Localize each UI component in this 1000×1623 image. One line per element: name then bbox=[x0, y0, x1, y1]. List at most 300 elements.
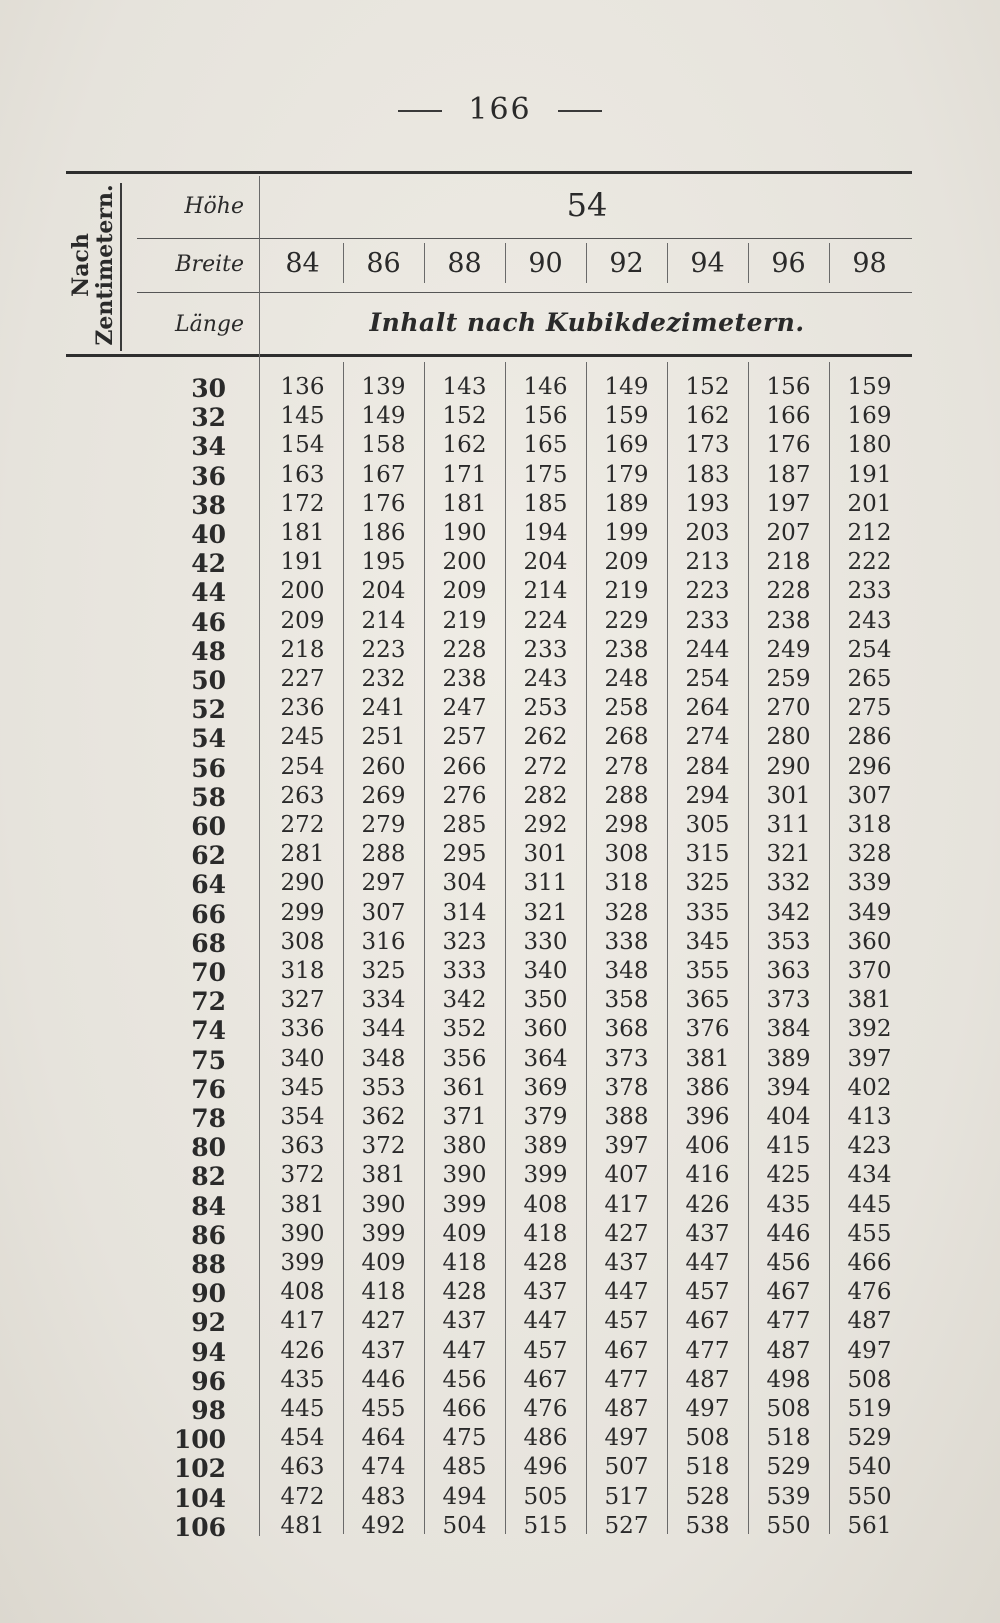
volume-cell: 348 bbox=[361, 1045, 406, 1072]
volume-cell: 362 bbox=[361, 1104, 406, 1130]
laenge-value: 80 bbox=[191, 1133, 226, 1163]
volume-cell: 399 bbox=[442, 1191, 487, 1218]
breite-label: Breite bbox=[175, 252, 244, 277]
laenge-value: 78 bbox=[191, 1104, 226, 1133]
laenge-value: 58 bbox=[191, 782, 226, 812]
volume-cell: 244 bbox=[685, 636, 730, 663]
volume-cell: 464 bbox=[361, 1425, 406, 1452]
volume-cell: 408 bbox=[523, 1191, 568, 1218]
table-row bbox=[0, 432, 1000, 461]
volume-cell: 204 bbox=[523, 549, 568, 576]
volume-cell: 477 bbox=[685, 1337, 730, 1364]
volume-cell: 321 bbox=[766, 841, 811, 868]
volume-cell: 158 bbox=[361, 432, 406, 459]
volume-cell: 222 bbox=[847, 549, 892, 576]
side-label-text bbox=[69, 184, 117, 345]
volume-cell: 515 bbox=[523, 1512, 568, 1539]
volume-cell: 212 bbox=[847, 520, 892, 546]
volume-cell: 281 bbox=[280, 841, 325, 868]
table-row bbox=[0, 549, 1000, 578]
volume-cell: 384 bbox=[766, 1016, 811, 1043]
volume-cell: 159 bbox=[847, 374, 892, 400]
volume-cell: 136 bbox=[280, 374, 325, 400]
volume-cell: 278 bbox=[604, 753, 649, 780]
volume-cell: 179 bbox=[604, 461, 649, 488]
volume-cell: 529 bbox=[766, 1454, 811, 1481]
volume-cell: 481 bbox=[280, 1512, 325, 1539]
volume-cell: 301 bbox=[523, 841, 568, 868]
volume-cell: 270 bbox=[766, 695, 811, 722]
laenge-value: 90 bbox=[191, 1279, 226, 1309]
volume-cell: 409 bbox=[361, 1250, 406, 1276]
volume-cell: 475 bbox=[442, 1425, 487, 1452]
laenge-value: 40 bbox=[191, 520, 226, 549]
volume-cell: 417 bbox=[604, 1191, 649, 1218]
volume-cell: 204 bbox=[361, 578, 406, 605]
volume-cell: 472 bbox=[280, 1483, 325, 1510]
volume-cell: 233 bbox=[685, 607, 730, 634]
volume-cell: 394 bbox=[766, 1074, 811, 1101]
laenge-value: 98 bbox=[191, 1396, 226, 1425]
volume-cell: 318 bbox=[604, 870, 649, 897]
volume-cell: 504 bbox=[442, 1512, 487, 1539]
volume-cell: 301 bbox=[766, 782, 811, 809]
volume-cell: 266 bbox=[442, 753, 487, 780]
volume-cell: 238 bbox=[442, 666, 487, 692]
volume-cell: 477 bbox=[766, 1308, 811, 1335]
volume-cell: 380 bbox=[442, 1133, 487, 1160]
volume-cell: 415 bbox=[766, 1133, 811, 1160]
volume-cell: 162 bbox=[685, 403, 730, 430]
volume-cell: 358 bbox=[604, 987, 649, 1014]
breite-value: 94 bbox=[690, 248, 725, 279]
volume-cell: 296 bbox=[847, 753, 892, 780]
volume-cell: 467 bbox=[766, 1279, 811, 1306]
volume-cell: 243 bbox=[847, 607, 892, 634]
volume-cell: 388 bbox=[604, 1104, 649, 1130]
volume-cell: 286 bbox=[847, 724, 892, 751]
volume-cell: 268 bbox=[604, 724, 649, 751]
volume-cell: 508 bbox=[766, 1396, 811, 1422]
volume-cell: 368 bbox=[604, 1016, 649, 1043]
volume-cell: 262 bbox=[523, 724, 568, 751]
table-row bbox=[0, 1133, 1000, 1162]
table-row bbox=[0, 403, 1000, 432]
volume-cell: 417 bbox=[280, 1308, 325, 1335]
volume-cell: 457 bbox=[604, 1308, 649, 1335]
volume-cell: 180 bbox=[847, 432, 892, 459]
laenge-value: 76 bbox=[191, 1074, 226, 1104]
volume-cell: 340 bbox=[523, 958, 568, 984]
volume-cell: 517 bbox=[604, 1483, 649, 1510]
volume-cell: 447 bbox=[685, 1250, 730, 1276]
volume-cell: 146 bbox=[523, 374, 568, 400]
volume-cell: 290 bbox=[766, 753, 811, 780]
volume-cell: 365 bbox=[685, 987, 730, 1014]
volume-cell: 381 bbox=[280, 1191, 325, 1218]
volume-cell: 224 bbox=[523, 607, 568, 634]
volume-cell: 427 bbox=[361, 1308, 406, 1335]
laenge-value: 88 bbox=[191, 1250, 226, 1279]
volume-cell: 241 bbox=[361, 695, 406, 722]
volume-cell: 203 bbox=[685, 520, 730, 546]
volume-cell: 496 bbox=[523, 1454, 568, 1481]
volume-cell: 318 bbox=[847, 812, 892, 838]
volume-cell: 219 bbox=[442, 607, 487, 634]
volume-cell: 483 bbox=[361, 1483, 406, 1510]
laenge-value: 70 bbox=[191, 958, 226, 987]
volume-cell: 318 bbox=[280, 958, 325, 984]
laenge-value: 94 bbox=[191, 1337, 226, 1367]
volume-cell: 390 bbox=[280, 1220, 325, 1247]
volume-cell: 335 bbox=[685, 899, 730, 926]
volume-cell: 345 bbox=[280, 1074, 325, 1101]
volume-cell: 325 bbox=[685, 870, 730, 897]
volume-cell: 538 bbox=[685, 1512, 730, 1539]
laenge-value: 102 bbox=[173, 1454, 226, 1484]
table-row bbox=[0, 491, 1000, 520]
table-row bbox=[0, 374, 1000, 403]
side-label-line-1: Nach bbox=[68, 233, 94, 297]
table-row bbox=[0, 695, 1000, 724]
volume-cell: 181 bbox=[280, 520, 325, 546]
volume-cell: 288 bbox=[361, 841, 406, 868]
volume-cell: 518 bbox=[766, 1425, 811, 1452]
breite-value: 92 bbox=[609, 248, 644, 279]
volume-cell: 476 bbox=[523, 1396, 568, 1422]
volume-cell: 456 bbox=[766, 1250, 811, 1276]
volume-cell: 349 bbox=[847, 899, 892, 926]
volume-cell: 308 bbox=[280, 928, 325, 955]
laenge-value: 46 bbox=[191, 607, 226, 637]
laenge-value: 82 bbox=[191, 1162, 226, 1192]
volume-cell: 274 bbox=[685, 724, 730, 751]
table-row bbox=[0, 841, 1000, 870]
volume-cell: 370 bbox=[847, 958, 892, 984]
page-number-line bbox=[0, 92, 1000, 127]
volume-cell: 139 bbox=[361, 374, 406, 400]
table-row bbox=[0, 987, 1000, 1016]
volume-cell: 425 bbox=[766, 1162, 811, 1189]
volume-cell: 173 bbox=[685, 432, 730, 459]
volume-cell: 360 bbox=[847, 928, 892, 955]
breite-divider bbox=[343, 243, 344, 283]
volume-cell: 390 bbox=[361, 1191, 406, 1218]
volume-cell: 238 bbox=[766, 607, 811, 634]
table-row bbox=[0, 1425, 1000, 1454]
volume-cell: 228 bbox=[766, 578, 811, 605]
volume-cell: 373 bbox=[766, 987, 811, 1014]
volume-cell: 364 bbox=[523, 1045, 568, 1072]
side-label-line-2: Zentimetern. bbox=[92, 184, 118, 346]
volume-cell: 338 bbox=[604, 928, 649, 955]
breite-divider bbox=[586, 243, 587, 283]
volume-cell: 476 bbox=[847, 1279, 892, 1306]
volume-cell: 356 bbox=[442, 1045, 487, 1072]
table-row bbox=[0, 900, 1000, 929]
volume-cell: 447 bbox=[523, 1308, 568, 1335]
volume-cell: 445 bbox=[280, 1396, 325, 1422]
volume-cell: 457 bbox=[685, 1279, 730, 1306]
table-row bbox=[0, 637, 1000, 666]
table-row bbox=[0, 1221, 1000, 1250]
volume-cell: 507 bbox=[604, 1454, 649, 1481]
volume-cell: 321 bbox=[523, 899, 568, 926]
laenge-value: 84 bbox=[191, 1191, 226, 1221]
volume-cell: 264 bbox=[685, 695, 730, 722]
volume-cell: 214 bbox=[361, 607, 406, 634]
volume-cell: 529 bbox=[847, 1425, 892, 1452]
volume-cell: 505 bbox=[523, 1483, 568, 1510]
volume-cell: 334 bbox=[361, 987, 406, 1014]
volume-cell: 508 bbox=[847, 1366, 892, 1393]
volume-cell: 498 bbox=[766, 1366, 811, 1393]
volume-cell: 371 bbox=[442, 1104, 487, 1130]
volume-cell: 181 bbox=[442, 490, 487, 517]
volume-cell: 218 bbox=[280, 636, 325, 663]
volume-cell: 389 bbox=[523, 1133, 568, 1160]
volume-cell: 282 bbox=[523, 782, 568, 809]
volume-cell: 249 bbox=[766, 636, 811, 663]
volume-cell: 518 bbox=[685, 1454, 730, 1481]
top-rule bbox=[66, 171, 912, 174]
volume-cell: 423 bbox=[847, 1133, 892, 1160]
volume-cell: 328 bbox=[604, 899, 649, 926]
volume-cell: 298 bbox=[604, 812, 649, 838]
laenge-value: 74 bbox=[191, 1016, 226, 1046]
breite-divider bbox=[829, 243, 830, 283]
volume-cell: 311 bbox=[766, 812, 811, 838]
volume-cell: 406 bbox=[685, 1133, 730, 1160]
volume-cell: 539 bbox=[766, 1483, 811, 1510]
volume-cell: 191 bbox=[847, 461, 892, 488]
volume-cell: 259 bbox=[766, 666, 811, 692]
table-row bbox=[0, 1367, 1000, 1396]
volume-cell: 466 bbox=[847, 1250, 892, 1276]
laenge-label: Länge bbox=[175, 312, 244, 337]
volume-cell: 437 bbox=[442, 1308, 487, 1335]
volume-cell: 233 bbox=[847, 578, 892, 605]
hoehe-value: 54 bbox=[566, 186, 608, 224]
volume-cell: 223 bbox=[361, 636, 406, 663]
table-row bbox=[0, 1046, 1000, 1075]
volume-cell: 445 bbox=[847, 1191, 892, 1218]
volume-cell: 381 bbox=[685, 1045, 730, 1072]
volume-cell: 219 bbox=[604, 578, 649, 605]
volume-cell: 437 bbox=[685, 1220, 730, 1247]
volume-cell: 280 bbox=[766, 724, 811, 751]
volume-cell: 381 bbox=[361, 1162, 406, 1189]
volume-cell: 487 bbox=[685, 1366, 730, 1393]
volume-cell: 389 bbox=[766, 1045, 811, 1072]
volume-cell: 446 bbox=[361, 1366, 406, 1393]
volume-cell: 378 bbox=[604, 1074, 649, 1101]
volume-cell: 316 bbox=[361, 928, 406, 955]
volume-cell: 330 bbox=[523, 928, 568, 955]
table-row bbox=[0, 958, 1000, 987]
breite-divider bbox=[424, 243, 425, 283]
volume-cell: 163 bbox=[280, 461, 325, 488]
volume-cell: 233 bbox=[523, 636, 568, 663]
volume-cell: 561 bbox=[847, 1512, 892, 1539]
volume-cell: 333 bbox=[442, 958, 487, 984]
volume-cell: 186 bbox=[361, 520, 406, 546]
volume-cell: 228 bbox=[442, 636, 487, 663]
volume-cell: 304 bbox=[442, 870, 487, 897]
volume-cell: 353 bbox=[766, 928, 811, 955]
volume-cell: 156 bbox=[523, 403, 568, 430]
volume-cell: 379 bbox=[523, 1104, 568, 1130]
table-row bbox=[0, 754, 1000, 783]
breite-divider bbox=[748, 243, 749, 283]
table-row bbox=[0, 1016, 1000, 1045]
volume-cell: 269 bbox=[361, 782, 406, 809]
breite-value: 98 bbox=[852, 248, 887, 279]
volume-cell: 284 bbox=[685, 753, 730, 780]
volume-cell: 165 bbox=[523, 432, 568, 459]
page-number: 166 bbox=[468, 92, 532, 127]
volume-cell: 485 bbox=[442, 1454, 487, 1481]
volume-cell: 311 bbox=[523, 870, 568, 897]
volume-cell: 229 bbox=[604, 607, 649, 634]
laenge-value: 86 bbox=[191, 1220, 226, 1250]
table-row bbox=[0, 578, 1000, 607]
laenge-value: 42 bbox=[191, 549, 226, 579]
volume-cell: 494 bbox=[442, 1483, 487, 1510]
volume-cell: 399 bbox=[280, 1250, 325, 1276]
volume-cell: 190 bbox=[442, 520, 487, 546]
volume-cell: 245 bbox=[280, 724, 325, 751]
right-dash bbox=[558, 110, 602, 112]
volume-cell: 243 bbox=[523, 666, 568, 692]
volume-cell: 290 bbox=[280, 870, 325, 897]
volume-cell: 344 bbox=[361, 1016, 406, 1043]
volume-cell: 236 bbox=[280, 695, 325, 722]
volume-cell: 200 bbox=[442, 549, 487, 576]
table-row bbox=[0, 666, 1000, 695]
volume-cell: 408 bbox=[280, 1279, 325, 1306]
volume-cell: 152 bbox=[442, 403, 487, 430]
volume-cell: 455 bbox=[847, 1220, 892, 1247]
volume-cell: 355 bbox=[685, 958, 730, 984]
volume-cell: 199 bbox=[604, 520, 649, 546]
volume-cell: 540 bbox=[847, 1454, 892, 1481]
volume-cell: 223 bbox=[685, 578, 730, 605]
volume-cell: 426 bbox=[280, 1337, 325, 1364]
table-row bbox=[0, 462, 1000, 491]
laenge-value: 56 bbox=[191, 753, 226, 783]
volume-cell: 276 bbox=[442, 782, 487, 809]
breite-value: 96 bbox=[771, 248, 806, 279]
side-brace bbox=[120, 183, 130, 351]
volume-cell: 361 bbox=[442, 1074, 487, 1101]
volume-cell: 272 bbox=[280, 812, 325, 838]
laenge-value: 60 bbox=[191, 812, 226, 841]
side-label bbox=[58, 175, 128, 355]
table-row bbox=[0, 1484, 1000, 1513]
breite-value: 90 bbox=[528, 248, 563, 279]
volume-cell: 279 bbox=[361, 812, 406, 838]
table-row bbox=[0, 1250, 1000, 1279]
volume-cell: 372 bbox=[280, 1162, 325, 1189]
volume-cell: 328 bbox=[847, 841, 892, 868]
volume-cell: 327 bbox=[280, 987, 325, 1014]
volume-cell: 487 bbox=[604, 1396, 649, 1422]
table-row bbox=[0, 608, 1000, 637]
laenge-value: 66 bbox=[191, 899, 226, 929]
volume-cell: 247 bbox=[442, 695, 487, 722]
laenge-value: 36 bbox=[191, 461, 226, 491]
breite-value: 86 bbox=[366, 248, 401, 279]
volume-cell: 418 bbox=[442, 1250, 487, 1276]
volume-cell: 159 bbox=[604, 403, 649, 430]
table-row bbox=[0, 870, 1000, 899]
breite-value: 88 bbox=[447, 248, 482, 279]
laenge-value: 64 bbox=[191, 870, 226, 900]
table-row bbox=[0, 812, 1000, 841]
volume-cell: 437 bbox=[523, 1279, 568, 1306]
volume-cell: 162 bbox=[442, 432, 487, 459]
volume-cell: 176 bbox=[766, 432, 811, 459]
volume-cell: 325 bbox=[361, 958, 406, 984]
laenge-value: 34 bbox=[191, 432, 226, 462]
laenge-value: 72 bbox=[191, 987, 226, 1017]
volume-cell: 307 bbox=[361, 899, 406, 926]
volume-cell: 396 bbox=[685, 1104, 730, 1130]
volume-cell: 171 bbox=[442, 461, 487, 488]
unit-title: Inhalt nach Kubikdezimetern. bbox=[369, 308, 805, 337]
volume-cell: 508 bbox=[685, 1425, 730, 1452]
table-row bbox=[0, 1162, 1000, 1191]
volume-cell: 437 bbox=[604, 1250, 649, 1276]
volume-cell: 213 bbox=[685, 549, 730, 576]
volume-cell: 154 bbox=[280, 432, 325, 459]
volume-cell: 352 bbox=[442, 1016, 487, 1043]
volume-cell: 305 bbox=[685, 812, 730, 838]
volume-cell: 314 bbox=[442, 899, 487, 926]
volume-cell: 519 bbox=[847, 1396, 892, 1422]
volume-cell: 149 bbox=[604, 374, 649, 400]
volume-cell: 166 bbox=[766, 403, 811, 430]
volume-cell: 426 bbox=[685, 1191, 730, 1218]
volume-cell: 463 bbox=[280, 1454, 325, 1481]
volume-cell: 407 bbox=[604, 1162, 649, 1189]
volume-cell: 416 bbox=[685, 1162, 730, 1189]
table-row bbox=[0, 1075, 1000, 1104]
laenge-value: 54 bbox=[191, 724, 226, 754]
volume-cell: 428 bbox=[442, 1279, 487, 1306]
volume-cell: 207 bbox=[766, 520, 811, 546]
volume-cell: 214 bbox=[523, 578, 568, 605]
volume-cell: 360 bbox=[523, 1016, 568, 1043]
volume-cell: 254 bbox=[685, 666, 730, 692]
volume-cell: 189 bbox=[604, 490, 649, 517]
volume-cell: 336 bbox=[280, 1016, 325, 1043]
volume-cell: 169 bbox=[604, 432, 649, 459]
volume-cell: 263 bbox=[280, 782, 325, 809]
volume-cell: 308 bbox=[604, 841, 649, 868]
volume-cell: 209 bbox=[442, 578, 487, 605]
laenge-value: 38 bbox=[191, 490, 226, 520]
table-row bbox=[0, 724, 1000, 753]
volume-cell: 474 bbox=[361, 1454, 406, 1481]
volume-cell: 550 bbox=[847, 1483, 892, 1510]
volume-cell: 251 bbox=[361, 724, 406, 751]
volume-cell: 183 bbox=[685, 461, 730, 488]
volume-cell: 497 bbox=[847, 1337, 892, 1364]
volume-cell: 373 bbox=[604, 1045, 649, 1072]
table-row bbox=[0, 1192, 1000, 1221]
